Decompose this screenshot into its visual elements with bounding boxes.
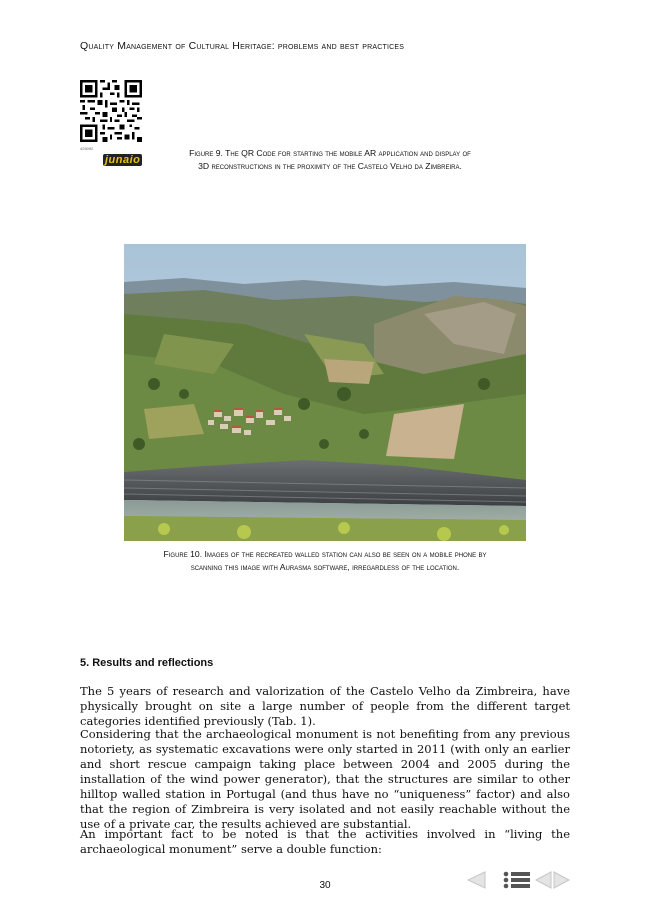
landscape-photo	[124, 244, 526, 541]
qr-id-label: 425092	[80, 146, 94, 151]
paragraph-2: Considering that the archaeological monument is not benefiting from any previous notoriety, as systematic excavations were only started in 2011 (with only an earlier and short rescue campaign taking place between 2004 and 2005 during the installation of the wind power generator), that the structures are similar to other hilltop walled station in Portugal (and thus have no “uniqueness” factor) and also that the region of Zimbreira is very isolated and not easily reachable without the use of a private car, the results achieved are substantial.	[80, 727, 570, 831]
previous-page-button[interactable]	[465, 870, 487, 890]
section-heading: 5. Results and reflections	[80, 657, 214, 669]
figure-9-caption-line2: 3D reconstructions in the proximity of the Castelo Velho da Zimbreira.	[198, 161, 462, 171]
figure-9-caption-line1: Figure 9. The QR Code for starting the mobile AR application and display of	[189, 148, 471, 158]
figure-10-caption-line1: Figure 10. Images of the recreated walled station can also be seen on a mobile phone by	[163, 549, 487, 559]
paragraph-3: An important fact to be noted is that the activities involved in “living the archaeological monument” serve a double function:	[80, 827, 570, 856]
back-button[interactable]	[533, 870, 553, 890]
page-number: 30	[319, 880, 331, 891]
contents-button[interactable]	[503, 870, 531, 890]
arrow-right-icon	[552, 870, 572, 890]
triangle-left-icon	[465, 870, 487, 890]
running-header: Quality Management of Cultural Heritage: problems and best practices	[80, 40, 405, 52]
junaio-logo: junaio	[105, 154, 141, 166]
figure-9-caption	[140, 147, 520, 173]
next-page-button[interactable]	[552, 870, 572, 890]
list-icon	[503, 870, 531, 890]
arrow-left-icon	[533, 870, 553, 890]
figure-10-caption-line2: scanning this image with Aurasma software, irregardless of the location.	[190, 562, 460, 572]
qr-code	[80, 80, 142, 142]
figure-10-caption	[100, 548, 550, 574]
paragraph-1: The 5 years of research and valorization of the Castelo Velho da Zimbreira, have physically brought on site a large number of people from the different target categories identified previously (Tab. 1).	[80, 684, 570, 728]
